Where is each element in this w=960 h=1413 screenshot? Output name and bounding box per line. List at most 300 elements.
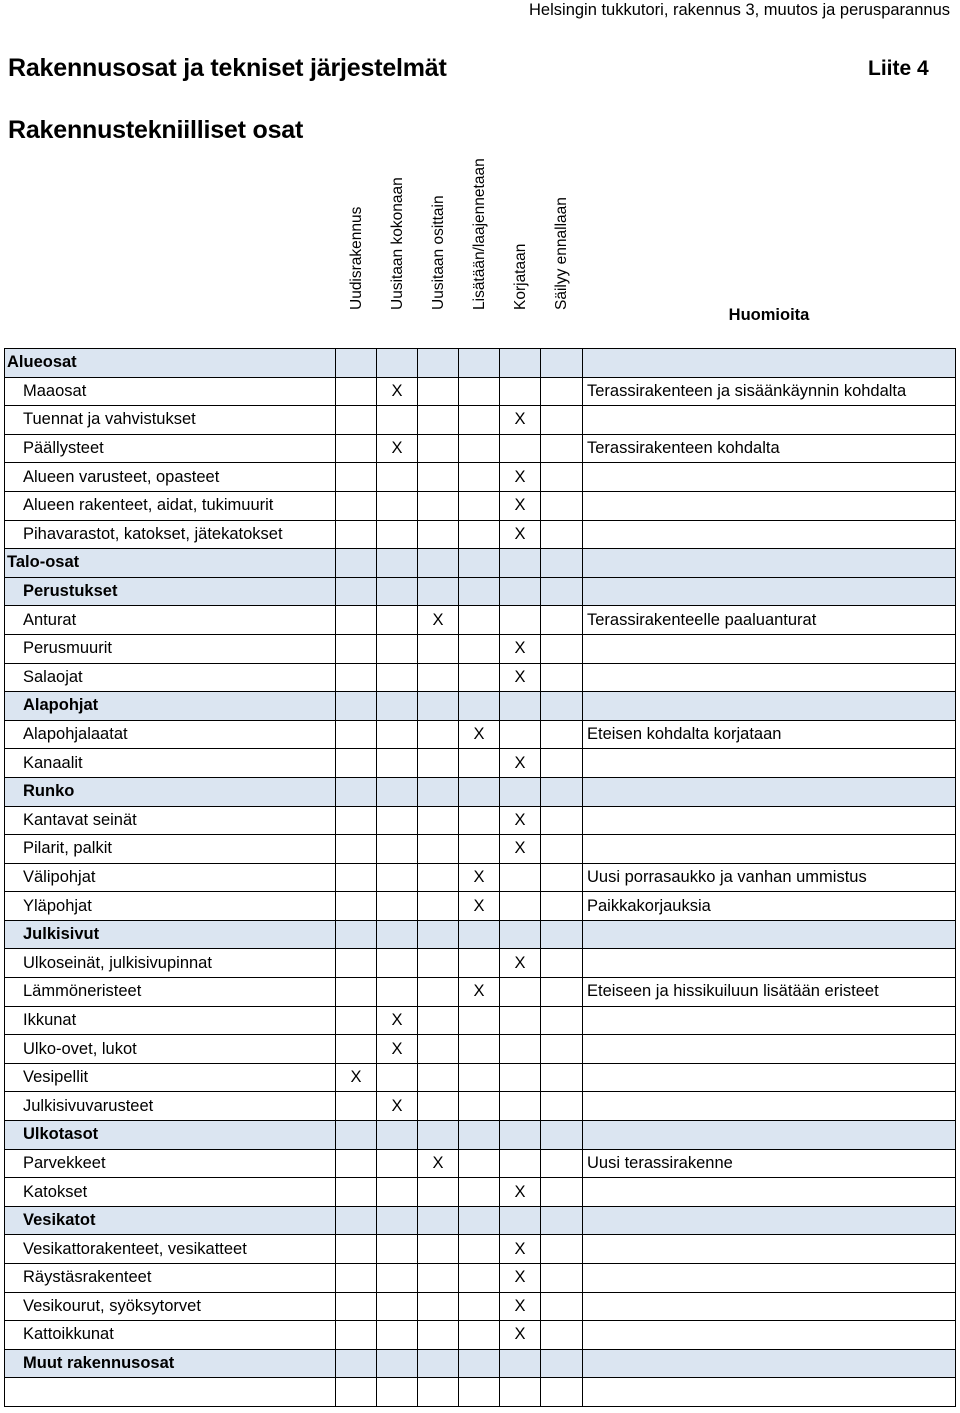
row-note: Eteisen kohdalta korjataan — [583, 720, 956, 749]
mark-cell — [541, 806, 583, 835]
mark-cell — [377, 1321, 418, 1350]
row-category: Perustukset — [5, 577, 336, 606]
mark-cell — [418, 749, 459, 778]
mark-cell — [336, 406, 377, 435]
mark-cell — [336, 978, 377, 1007]
mark-cell — [500, 692, 541, 721]
mark-cell — [418, 835, 459, 864]
mark-cell — [418, 949, 459, 978]
row-name: Kantavat seinät — [5, 806, 336, 835]
mark-cell — [336, 1035, 377, 1064]
mark-cell — [459, 463, 500, 492]
mark-cell — [459, 434, 500, 463]
column-header-label: Säilyy ennallaan — [552, 197, 570, 310]
mark-cell: X — [377, 1035, 418, 1064]
table-row — [5, 634, 956, 663]
mark-cell — [418, 663, 459, 692]
mark-cell — [377, 1121, 418, 1150]
mark-cell — [377, 549, 418, 578]
mark-cell: X — [377, 1006, 418, 1035]
table-row — [5, 406, 956, 435]
row-note — [583, 463, 956, 492]
mark-cell — [418, 491, 459, 520]
mark-cell — [459, 1092, 500, 1121]
mark-cell — [377, 920, 418, 949]
mark-cell — [541, 978, 583, 1007]
row-note — [583, 1063, 956, 1092]
mark-cell — [377, 806, 418, 835]
mark-cell — [377, 491, 418, 520]
row-note — [583, 1121, 956, 1150]
mark-cell: X — [500, 491, 541, 520]
row-category: Ulkotasot — [5, 1121, 336, 1150]
mark-cell — [541, 663, 583, 692]
mark-cell — [336, 1235, 377, 1264]
table-row — [5, 806, 956, 835]
row-name: Perusmuurit — [5, 634, 336, 663]
mark-cell — [336, 1292, 377, 1321]
mark-cell — [336, 606, 377, 635]
mark-cell — [336, 1378, 377, 1407]
mark-cell — [541, 634, 583, 663]
table-row — [5, 1149, 956, 1178]
mark-cell — [541, 835, 583, 864]
row-note — [583, 1235, 956, 1264]
row-note — [583, 749, 956, 778]
mark-cell — [459, 491, 500, 520]
mark-cell — [459, 377, 500, 406]
mark-cell — [377, 634, 418, 663]
row-note — [583, 491, 956, 520]
mark-cell — [377, 349, 418, 378]
table-row — [5, 663, 956, 692]
row-name: Ulkoseinät, julkisivupinnat — [5, 949, 336, 978]
table-row — [5, 549, 956, 578]
mark-cell — [500, 434, 541, 463]
row-note: Terassirakenteen ja sisäänkäynnin kohdalta — [583, 377, 956, 406]
mark-cell — [459, 1264, 500, 1293]
mark-cell — [541, 720, 583, 749]
mark-cell — [336, 806, 377, 835]
mark-cell — [541, 1063, 583, 1092]
mark-cell — [459, 1349, 500, 1378]
notes-column-header: Huomioita — [728, 306, 810, 324]
row-note — [583, 663, 956, 692]
mark-cell — [459, 949, 500, 978]
table-row — [5, 1063, 956, 1092]
column-header-6 — [541, 148, 582, 328]
row-category: Runko — [5, 777, 336, 806]
table-row — [5, 749, 956, 778]
mark-cell — [500, 920, 541, 949]
mark-cell — [418, 406, 459, 435]
row-name: Maaosat — [5, 377, 336, 406]
mark-cell — [377, 1349, 418, 1378]
mark-cell — [336, 491, 377, 520]
table-row — [5, 1206, 956, 1235]
mark-cell — [541, 1292, 583, 1321]
mark-cell — [377, 1178, 418, 1207]
mark-cell: X — [336, 1063, 377, 1092]
mark-cell — [377, 692, 418, 721]
mark-cell — [459, 920, 500, 949]
mark-cell — [418, 1321, 459, 1350]
table-row — [5, 434, 956, 463]
mark-cell — [418, 892, 459, 921]
row-category: Muut rakennusosat — [5, 1349, 336, 1378]
mark-cell — [377, 606, 418, 635]
mark-cell — [459, 606, 500, 635]
mark-cell — [459, 1178, 500, 1207]
table-row — [5, 777, 956, 806]
mark-cell — [459, 349, 500, 378]
row-name: Parvekkeet — [5, 1149, 336, 1178]
mark-cell: X — [500, 835, 541, 864]
row-note: Paikkakorjauksia — [583, 892, 956, 921]
row-name — [5, 1378, 336, 1407]
mark-cell — [541, 749, 583, 778]
mark-cell — [377, 1378, 418, 1407]
mark-cell — [418, 377, 459, 406]
mark-cell — [541, 920, 583, 949]
mark-cell — [500, 349, 541, 378]
mark-cell — [418, 692, 459, 721]
row-category: Alueosat — [5, 349, 336, 378]
mark-cell — [500, 577, 541, 606]
table-row — [5, 1378, 956, 1407]
mark-cell — [500, 549, 541, 578]
mark-cell — [377, 577, 418, 606]
table-row — [5, 1006, 956, 1035]
table-row — [5, 1035, 956, 1064]
mark-cell — [336, 863, 377, 892]
column-header-5 — [500, 148, 541, 328]
mark-cell — [377, 720, 418, 749]
row-category: Alapohjat — [5, 692, 336, 721]
mark-cell — [336, 463, 377, 492]
row-name: Räystäsrakenteet — [5, 1264, 336, 1293]
row-note — [583, 1006, 956, 1035]
mark-cell: X — [418, 606, 459, 635]
table-row — [5, 577, 956, 606]
mark-cell — [500, 1149, 541, 1178]
table-row — [5, 606, 956, 635]
mark-cell — [377, 835, 418, 864]
row-name: Alueen varusteet, opasteet — [5, 463, 336, 492]
mark-cell — [541, 1092, 583, 1121]
mark-cell — [336, 1092, 377, 1121]
mark-cell — [418, 863, 459, 892]
row-note — [583, 577, 956, 606]
mark-cell — [377, 663, 418, 692]
column-header-1 — [336, 148, 377, 328]
mark-cell — [336, 749, 377, 778]
mark-cell — [541, 463, 583, 492]
row-name: Vesipellit — [5, 1063, 336, 1092]
row-note — [583, 806, 956, 835]
mark-cell — [541, 1235, 583, 1264]
row-note — [583, 777, 956, 806]
mark-cell — [459, 1206, 500, 1235]
mark-cell: X — [500, 663, 541, 692]
mark-cell: X — [500, 949, 541, 978]
mark-cell — [418, 549, 459, 578]
mark-cell: X — [377, 434, 418, 463]
mark-cell — [418, 463, 459, 492]
table-row — [5, 1178, 956, 1207]
mark-cell — [541, 949, 583, 978]
column-header-2 — [377, 148, 418, 328]
mark-cell — [459, 1006, 500, 1035]
mark-cell — [459, 1149, 500, 1178]
row-category: Vesikatot — [5, 1206, 336, 1235]
mark-cell — [541, 606, 583, 635]
row-name: Anturat — [5, 606, 336, 635]
mark-cell — [541, 692, 583, 721]
table-row — [5, 377, 956, 406]
mark-cell: X — [500, 634, 541, 663]
mark-cell — [336, 720, 377, 749]
mark-cell — [418, 1292, 459, 1321]
mark-cell — [500, 1092, 541, 1121]
row-note — [583, 549, 956, 578]
mark-cell — [500, 1063, 541, 1092]
row-name: Tuennat ja vahvistukset — [5, 406, 336, 435]
row-name: Ulko-ovet, lukot — [5, 1035, 336, 1064]
mark-cell — [418, 1349, 459, 1378]
column-header-label: Lisätään/laajennetaan — [470, 158, 488, 310]
mark-cell — [500, 377, 541, 406]
column-header-label: Uudisrakennus — [347, 206, 365, 310]
mark-cell — [418, 1092, 459, 1121]
mark-cell — [336, 1206, 377, 1235]
mark-cell: X — [459, 978, 500, 1007]
mark-cell — [500, 978, 541, 1007]
row-note — [583, 949, 956, 978]
mark-cell — [541, 491, 583, 520]
table-row — [5, 892, 956, 921]
mark-cell — [541, 1321, 583, 1350]
mark-cell — [459, 406, 500, 435]
mark-cell — [418, 920, 459, 949]
row-note: Terassirakenteen kohdalta — [583, 434, 956, 463]
mark-cell: X — [500, 1321, 541, 1350]
mark-cell — [500, 1349, 541, 1378]
mark-cell: X — [377, 1092, 418, 1121]
row-note — [583, 1321, 956, 1350]
mark-cell — [336, 1121, 377, 1150]
table-row — [5, 1292, 956, 1321]
mark-cell: X — [500, 749, 541, 778]
row-note: Uusi porrasaukko ja vanhan ummistus — [583, 863, 956, 892]
mark-cell: X — [500, 463, 541, 492]
mark-cell — [459, 1378, 500, 1407]
mark-cell — [500, 777, 541, 806]
row-note — [583, 1035, 956, 1064]
mark-cell — [377, 1264, 418, 1293]
mark-cell — [336, 1006, 377, 1035]
mark-cell — [418, 520, 459, 549]
mark-cell — [418, 806, 459, 835]
mark-cell — [336, 1321, 377, 1350]
mark-cell — [500, 1378, 541, 1407]
row-name: Salaojat — [5, 663, 336, 692]
mark-cell — [377, 892, 418, 921]
mark-cell — [418, 777, 459, 806]
mark-cell: X — [459, 720, 500, 749]
mark-cell — [541, 549, 583, 578]
mark-cell: X — [500, 1264, 541, 1293]
mark-cell — [336, 349, 377, 378]
mark-cell — [336, 1264, 377, 1293]
mark-cell — [459, 1035, 500, 1064]
mark-cell — [377, 463, 418, 492]
mark-cell — [377, 777, 418, 806]
mark-cell — [459, 777, 500, 806]
mark-cell — [459, 806, 500, 835]
mark-cell — [377, 749, 418, 778]
mark-cell — [336, 692, 377, 721]
row-name: Päällysteet — [5, 434, 336, 463]
row-note: Terassirakenteelle paaluanturat — [583, 606, 956, 635]
mark-cell — [500, 1121, 541, 1150]
mark-cell — [459, 749, 500, 778]
mark-cell — [336, 1349, 377, 1378]
mark-cell — [459, 520, 500, 549]
appendix-label: Liite 4 — [868, 57, 929, 80]
mark-cell: X — [459, 863, 500, 892]
table-row — [5, 1121, 956, 1150]
mark-cell — [418, 434, 459, 463]
mark-cell — [377, 1235, 418, 1264]
row-note — [583, 920, 956, 949]
row-note — [583, 1264, 956, 1293]
table-row — [5, 920, 956, 949]
mark-cell — [500, 892, 541, 921]
mark-cell — [541, 777, 583, 806]
mark-cell — [500, 720, 541, 749]
mark-cell — [377, 1063, 418, 1092]
table-row — [5, 949, 956, 978]
mark-cell — [541, 1264, 583, 1293]
column-header-label: Uusitaan osittain — [429, 195, 447, 310]
row-note: Eteiseen ja hissikuiluun lisätään eristeet — [583, 978, 956, 1007]
mark-cell — [541, 1149, 583, 1178]
table-row — [5, 1321, 956, 1350]
mark-cell — [418, 978, 459, 1007]
mark-cell — [418, 1378, 459, 1407]
mark-cell — [418, 577, 459, 606]
mark-cell — [459, 663, 500, 692]
mark-cell — [541, 349, 583, 378]
mark-cell: X — [418, 1149, 459, 1178]
mark-cell — [541, 406, 583, 435]
mark-cell — [459, 634, 500, 663]
mark-cell — [500, 1206, 541, 1235]
mark-cell — [459, 1121, 500, 1150]
mark-cell: X — [500, 1292, 541, 1321]
mark-cell — [377, 1292, 418, 1321]
row-name: Pihavarastot, katokset, jätekatokset — [5, 520, 336, 549]
row-name: Vesikattorakenteet, vesikatteet — [5, 1235, 336, 1264]
row-name: Lämmöneristeet — [5, 978, 336, 1007]
mark-cell — [459, 1321, 500, 1350]
mark-cell — [336, 377, 377, 406]
mark-cell — [377, 1149, 418, 1178]
mark-cell — [541, 377, 583, 406]
table-row — [5, 863, 956, 892]
row-category: Julkisivut — [5, 920, 336, 949]
mark-cell — [336, 1178, 377, 1207]
mark-cell — [336, 634, 377, 663]
mark-cell — [418, 634, 459, 663]
mark-cell — [500, 1035, 541, 1064]
column-header-label: Korjataan — [511, 243, 529, 310]
column-header-3 — [418, 148, 459, 328]
row-note — [583, 349, 956, 378]
row-category: Talo-osat — [5, 549, 336, 578]
row-name: Ikkunat — [5, 1006, 336, 1035]
mark-cell — [418, 1063, 459, 1092]
mark-cell — [336, 949, 377, 978]
row-note — [583, 1206, 956, 1235]
mark-cell — [459, 1292, 500, 1321]
row-note — [583, 1292, 956, 1321]
row-note — [583, 692, 956, 721]
mark-cell — [377, 406, 418, 435]
table-row — [5, 1264, 956, 1293]
row-note — [583, 520, 956, 549]
page-title: Rakennusosat ja tekniset järjestelmät — [8, 54, 447, 82]
mark-cell — [541, 1378, 583, 1407]
row-name: Julkisivuvarusteet — [5, 1092, 336, 1121]
row-name: Vesikourut, syöksytorvet — [5, 1292, 336, 1321]
mark-cell — [336, 1149, 377, 1178]
row-note: Uusi terassirakenne — [583, 1149, 956, 1178]
mark-cell — [459, 549, 500, 578]
mark-cell — [418, 1121, 459, 1150]
mark-cell — [459, 577, 500, 606]
table-row — [5, 720, 956, 749]
mark-cell — [418, 1264, 459, 1293]
mark-cell: X — [500, 406, 541, 435]
mark-cell — [336, 434, 377, 463]
row-name: Kanaalit — [5, 749, 336, 778]
table-row — [5, 491, 956, 520]
building-parts-table — [4, 348, 956, 1407]
mark-cell — [459, 1063, 500, 1092]
mark-cell — [541, 1035, 583, 1064]
mark-cell — [377, 520, 418, 549]
mark-cell — [336, 577, 377, 606]
mark-cell: X — [459, 892, 500, 921]
mark-cell — [418, 1006, 459, 1035]
table-row — [5, 1349, 956, 1378]
mark-cell — [541, 1349, 583, 1378]
mark-cell — [541, 520, 583, 549]
mark-cell: X — [500, 520, 541, 549]
mark-cell — [336, 520, 377, 549]
mark-cell — [377, 949, 418, 978]
row-note — [583, 634, 956, 663]
mark-cell — [541, 892, 583, 921]
mark-cell — [459, 835, 500, 864]
row-name: Katokset — [5, 1178, 336, 1207]
section-subtitle: Rakennustekniilliset osat — [8, 116, 304, 144]
table-row — [5, 1092, 956, 1121]
mark-cell — [541, 863, 583, 892]
mark-cell — [500, 863, 541, 892]
